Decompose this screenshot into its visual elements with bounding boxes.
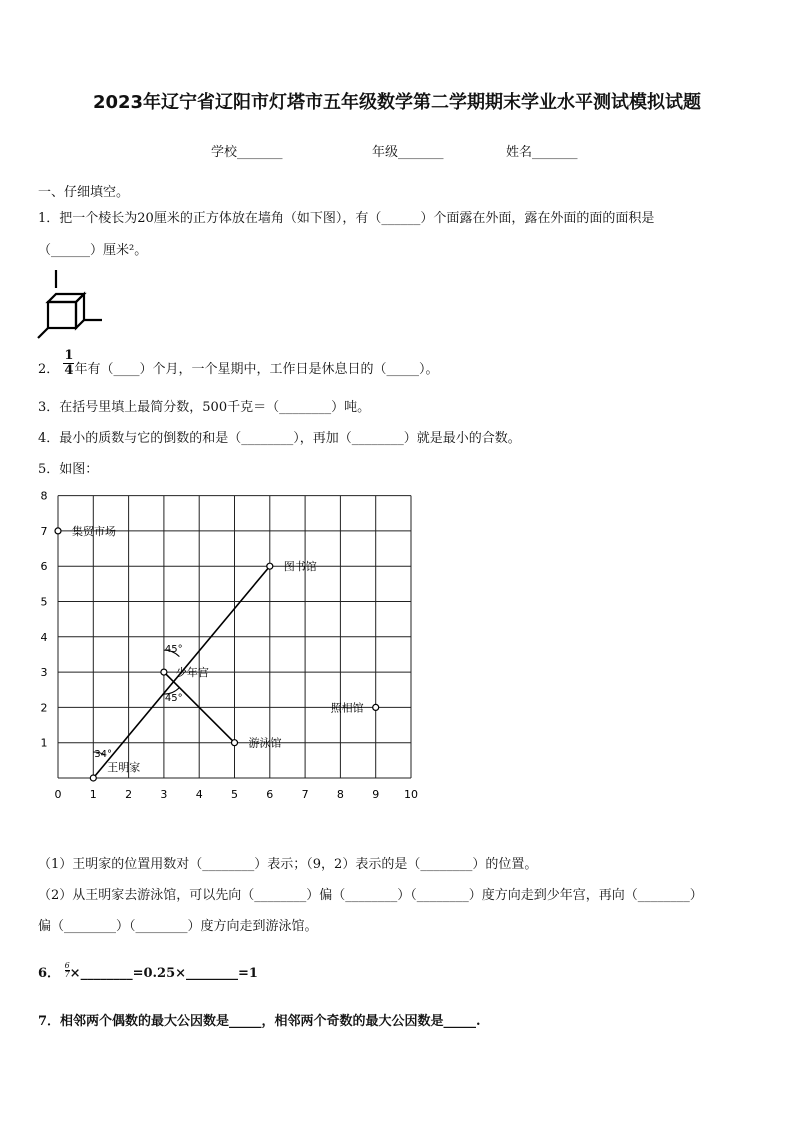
place-label: 少年宫	[175, 666, 209, 680]
question-2-text: 年有（____）个月，一个星期中，工作日是休息日的（_____）。	[74, 362, 439, 377]
x-tick-label: 2	[125, 788, 133, 801]
x-tick-label: 8	[336, 788, 344, 801]
question-6-text: ×________=0.25×________=1	[69, 966, 258, 981]
place-marker	[232, 740, 238, 746]
question-6-number: 6．	[38, 966, 61, 981]
x-tick-label: 6	[266, 788, 274, 801]
section-heading: 一、仔细填空。	[38, 185, 130, 200]
place-label: 照相馆	[330, 701, 364, 715]
y-tick-label: 5	[40, 595, 48, 609]
question-1-line2: （______）厘米²。	[38, 243, 148, 258]
y-tick-label: 4	[40, 630, 48, 644]
name-field: 姓名_______	[506, 145, 578, 160]
y-tick-label: 1	[40, 736, 48, 750]
question-2	[38, 348, 439, 378]
x-tick-label: 1	[89, 788, 97, 801]
page-title: 2023年辽宁省辽阳市灯塔市五年级数学第二学期期末学业水平测试模拟试题	[92, 92, 702, 113]
y-tick-label: 3	[40, 666, 48, 680]
y-tick-label: 2	[40, 701, 48, 715]
x-tick-label: 5	[231, 788, 238, 801]
fraction-one-quarter	[63, 349, 74, 378]
place-marker	[373, 704, 379, 710]
fraction-denominator: 7	[64, 970, 70, 979]
x-tick-label: 3	[160, 788, 168, 801]
question-2-number: 2．	[38, 362, 60, 377]
place-marker	[55, 528, 61, 534]
question-5-label: 5．如图：	[38, 462, 99, 477]
question-4: 4．最小的质数与它的倒数的和是（________），再加（________）就是最小的合数。	[38, 431, 521, 446]
question-1-line1: 1．把一个棱长为20厘米的正方体放在墙角（如下图），有（______）个面露在外面，露在外面的面的面积是	[38, 211, 655, 226]
y-tick-label: 7	[40, 524, 48, 538]
fraction-denominator: 4	[64, 363, 74, 378]
fraction-numerator: 1	[64, 348, 74, 363]
grade-field: 年级_______	[372, 145, 444, 160]
question-5-sub2-line1: （2）从王明家去游泳馆，可以先向（________）偏（________）（________）度方向走到少年宫，再向（________）	[38, 888, 703, 903]
place-label: 图书馆	[283, 560, 317, 574]
question-7: 7．相邻两个偶数的最大公因数是_____，相邻两个奇数的最大公因数是_____.	[38, 1014, 481, 1029]
cube-corner-figure	[36, 270, 106, 340]
angle-label-start: 34°	[94, 749, 113, 760]
coordinate-map	[30, 484, 430, 809]
question-5-sub1: （1）王明家的位置用数对（________）表示；（9，2）表示的是（________）的位置。	[38, 857, 538, 872]
x-tick-label: 0	[54, 788, 62, 801]
place-label: 集贸市场	[72, 524, 116, 538]
x-tick-label: 10	[404, 788, 418, 801]
place-marker	[161, 669, 167, 675]
place-marker	[267, 563, 273, 569]
fraction-numerator: 6	[64, 961, 70, 970]
x-tick-label: 7	[301, 788, 309, 801]
y-tick-label: 6	[40, 560, 48, 574]
place-label: 王明家	[107, 761, 141, 774]
question-3: 3．在括号里填上最简分数，500千克＝（________）吨。	[38, 400, 371, 415]
x-tick-label: 9	[372, 788, 380, 801]
y-tick-label: 8	[40, 489, 48, 503]
question-5-sub2-line2: 偏（________）（________）度方向走到游泳馆。	[38, 919, 318, 934]
question-6	[38, 962, 258, 981]
x-tick-label: 4	[195, 788, 203, 801]
place-label: 游泳馆	[248, 736, 282, 750]
place-marker	[90, 775, 96, 781]
angle-label-upper: 45°	[164, 644, 183, 656]
angle-label-lower: 45°	[164, 693, 183, 705]
school-field: 学校_______	[211, 145, 283, 160]
